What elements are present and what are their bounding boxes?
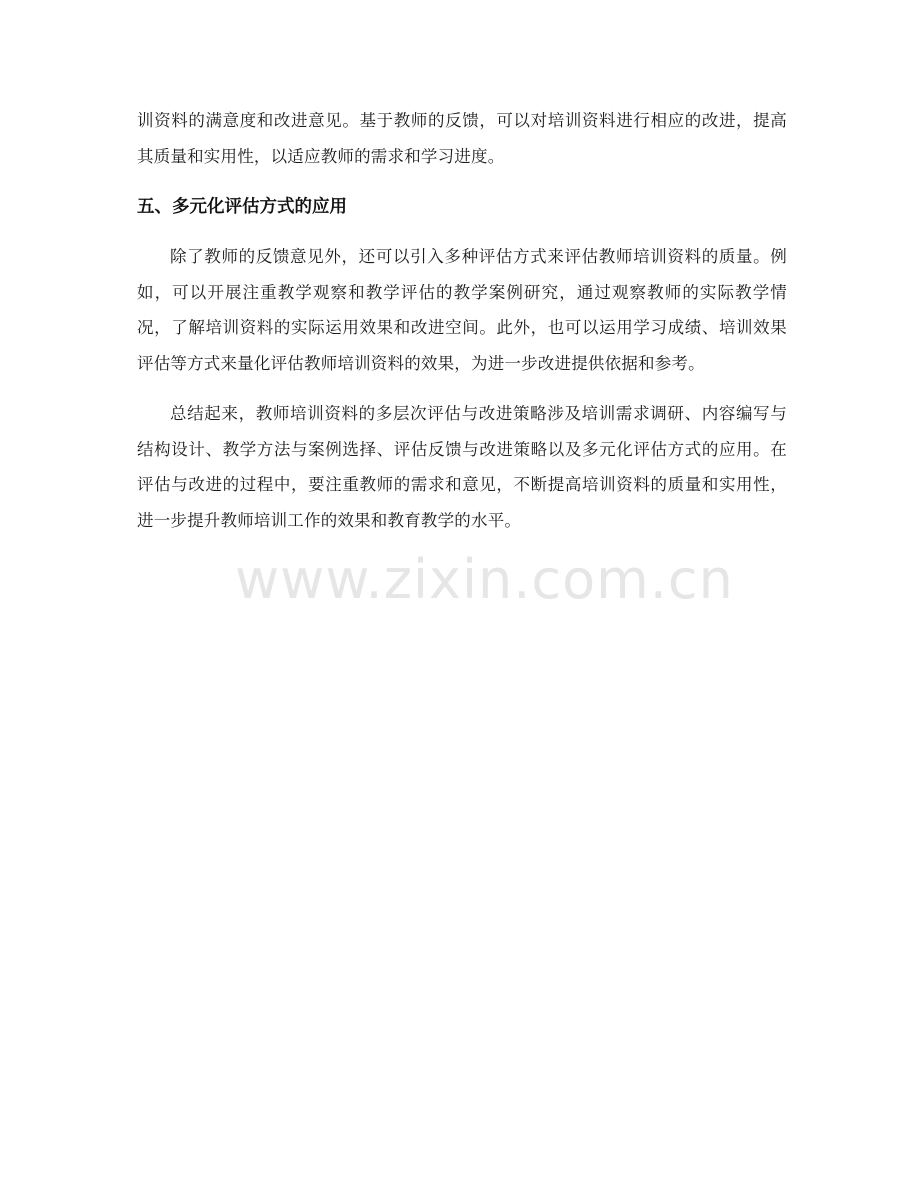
paragraph-continued: 训资料的满意度和改进意见。基于教师的反馈，可以对培训资料进行相应的改进，提高其质量和实用性，以适应教师的需求和学习进度。: [137, 111, 787, 166]
section-heading: 五、多元化评估方式的应用: [137, 197, 347, 217]
watermark: www.zixin.com.cn: [235, 548, 734, 611]
paragraph-evaluation: 除了教师的反馈意见外，还可以引入多种评估方式来评估教师培训资料的质量。例如，可以开展注重教学观察和教学评估的教学案例研究，通过观察教师的实际教学情况，了解培训资料的实际运用效果和改进空间。此外，也可以运用学习成绩、培训效果评估等方式来量化评估教师培训资料的效果，为进一步改进提供依据和参考。: [137, 247, 787, 373]
document-body: [137, 103, 787, 538]
paragraph-gap: [137, 381, 787, 396]
paragraph-summary: 总结起来，教师培训资料的多层次评估与改进策略涉及培训需求调研、内容编写与结构设计、教学方法与案例选择、评估反馈与改进策略以及多元化评估方式的应用。在评估与改进的过程中，要注重教师的需求和意见，不断提高培训资料的质量和实用性，进一步提升教师培训工作的效果和教育教学的水平。: [137, 404, 787, 530]
